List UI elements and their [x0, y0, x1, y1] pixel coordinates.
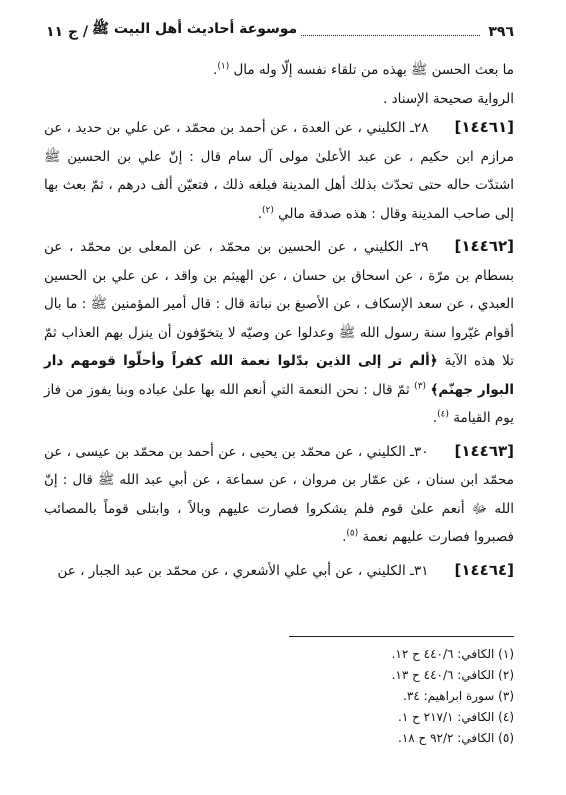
intro-text: ما بعث الحسن ﷺ بهذه من تلقاء نفسه إلّا وله مال: [233, 62, 514, 78]
footnote-ref: (١): [217, 61, 230, 72]
footnote-divider: [289, 636, 514, 637]
hadith-number: [١٤٤٦١]: [454, 118, 514, 136]
page-body: [44, 56, 514, 585]
quran-verse: ﴿ألم تر إلى الذين بدّلوا نعمة الله كفراً وأحلّوا قومهم دار البوار جهنّم﴾: [44, 353, 515, 398]
hadith-entry: [44, 556, 514, 586]
page-number: ٣٩٦: [488, 24, 514, 40]
footnote-ref: (٣): [414, 381, 427, 391]
hadith-number: [١٤٤٦٢]: [454, 237, 514, 255]
hadith-text: ٣٠ـ الكليني ، عن محمّد بن يحيى ، عن أحمد بن محمّد بن عيسى ، عن محمّد ابن سنان ، عن عمّار بن مروان ، عن سماعة ، عن أبي عبد الله ﷺ قال : إنّ الله ﷻ أنعم علىٰ قوم فلم يشكروا فصارت عليهم وبالاً ، وابتلى قوماً بالمصائب فصبروا فصارت عليهم نعمة: [44, 443, 514, 545]
chain-grading: الرواية صحيحة الإسناد .: [383, 90, 514, 107]
hadith-number: [١٤٤٦٤]: [454, 560, 514, 579]
hadith-entry: [44, 232, 514, 433]
footnote: (٢) الكافي: ٤٤٠/٦ ح ١٣.: [391, 668, 514, 682]
hadith-entry: [44, 113, 514, 228]
header-leader-dots: [301, 35, 480, 36]
book-title: موسوعة أحاديث أهل البيت ﷺ: [92, 21, 298, 37]
hadith-number: [١٤٤٦٣]: [454, 441, 514, 460]
hadith-text: ٣١ـ الكليني ، عن أبي علي الأشعري ، عن محمّد بن عبد الجبار ، عن: [57, 562, 429, 579]
hadith-text: ٢٨ـ الكليني ، عن العدة ، عن أحمد بن محمّد ، عن علي بن حديد ، عن مرازم ابن حكيم ، عن عبد الأعلىٰ مولى آل سام قال : إنّ علي بن الحسين ﷺ اشتدّت حاله حتى تحدّث بذلك أهل المدينة فبلغه ذلك ، فتعيّن ألف درهم ، ثمّ بعث بها إلى صاحب المدينة وقال : هذه صدقة مالي: [44, 120, 514, 222]
hadith-end: .: [257, 205, 262, 222]
footnote-ref: (٤): [437, 409, 449, 420]
footnote-ref: (٥): [346, 528, 359, 539]
footnote: (٣) سورة ابراهيم: ٣٤.: [403, 689, 514, 703]
footnote: (١) الكافي: ٤٤٠/٦ ح ١٢.: [391, 647, 514, 661]
hadith-entry: [44, 437, 514, 552]
hadith-end: .: [432, 410, 438, 426]
footnote-ref: (٢): [262, 205, 274, 215]
footnote: (٥) الكافي: ٩٢/٢ ح ١٨.: [398, 731, 514, 745]
hadith-text-continued: ثمّ قال : نحن النعمة التي أنعم الله بها علىٰ عباده وبنا يفوز من فاز يوم القيامة: [44, 381, 514, 426]
footnotes: [44, 644, 514, 749]
hadith-text: ٢٩ـ الكليني ، عن الحسين بن محمّد ، عن المعلى بن محمّد ، عن بسطام بن مرّة ، عن اسحاق بن حسان ، عن الهيثم بن واقد ، عن علي بن الحسين العبدي ، عن سعد الإسكاف ، عن الأصبغ بن نباتة قال : قال أمير المؤمنين ﷺ : ما بال أقوام غيّروا سنة رسول الله ﷺ وعدلوا عن وصيّه لا يتخوّفون أن ينزل بهم العذاب ثمّ تلا هذه الآية: [44, 239, 514, 369]
page-header: [46, 20, 514, 40]
footnote: (٤) الكافي: ٢١٧/١ ح ١.: [398, 710, 514, 724]
volume-number: / ج ١١: [46, 24, 89, 40]
hadith-end: .: [342, 529, 347, 545]
intro-paragraph: ما بعث الحسن ﷺ بهذه من تلقاء نفسه إلّا وله مال $^{(١)}$.: [213, 61, 514, 78]
